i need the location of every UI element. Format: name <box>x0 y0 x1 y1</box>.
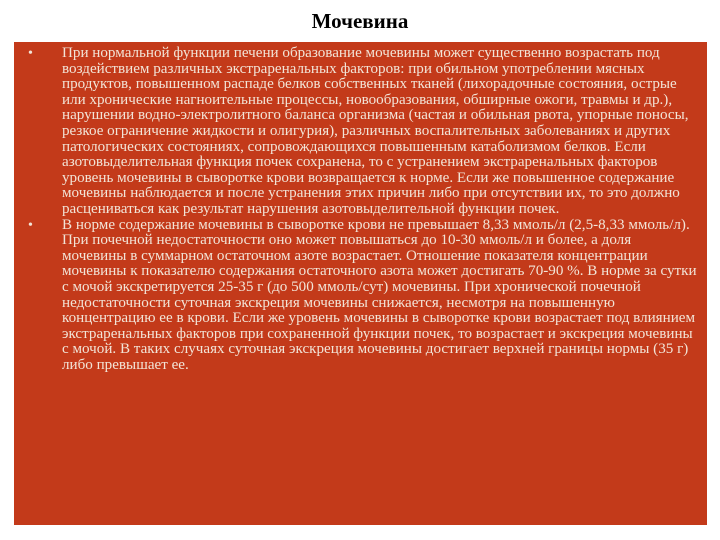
bullet-text: При нормальной функции печени образование мочевины может существенно возрастать под воздействием различных экстраренальных факторов: при обильном употреблении мясных продуктов, повышенном распаде белков собственных тканей (лихорадочные состояния, острые или хронические нагноительные процессы, новообразования, обширные ожоги, травмы и др.), нарушении водно-электролитного баланса организма (частая и обильная рвота, упорные поносы, резкое ограничение жидкости и олигурия), различных воспалительных заболеваниях и других патологических состояниях, сопровождающихся повышенным катаболизмом белков. Если азотовыделительная функция почек сохранена, то с устранением экстраренальных факторов уровень мочевины в сыворотке крови возвращается к норме. Если же повышенное содержание мочевины наблюдается и после устранения этих причин либо при отсутствии их, то это должно расцениваться как результат нарушения азотовыделительной функции почек. <box>62 45 689 217</box>
content-panel <box>14 42 707 525</box>
bullet-dot-icon: • <box>28 217 33 233</box>
bullet-text: В норме содержание мочевины в сыворотке крови не превышает 8,33 ммоль/л (2,5-8,33 ммоль/л). При почечной недостаточности оно может повышаться до 10-30 ммоль/л и более, а доля мочевины в суммарном остаточном азоте возрастает. Отношение показателя концентрации мочевины к показателю содержания остаточного азота может достигать 70-90 %. В норме за сутки с мочой экскретируется 25-35 г (до 500 ммоль/сут) мочевины. При хронической почечной недостаточности суточная экскреция мочевины снижается, несмотря на повышенную концентрацию ее в крови. Если же уровень мочевины в сыворотке крови возрастает под влиянием экстраренальных факторов при сохраненной функции почек, то возрастает и экскреция мочевины с мочой. В таких случаях суточная экскреция мочевины достигает верхней границы нормы (35 г) либо превышает ее. <box>62 216 697 373</box>
slide-title: Мочевина <box>311 9 409 33</box>
bullet-dot-icon: • <box>28 46 33 61</box>
bullet-item-1 <box>28 46 697 218</box>
bullet-list <box>28 46 697 373</box>
bullet-item-2 <box>28 218 697 374</box>
